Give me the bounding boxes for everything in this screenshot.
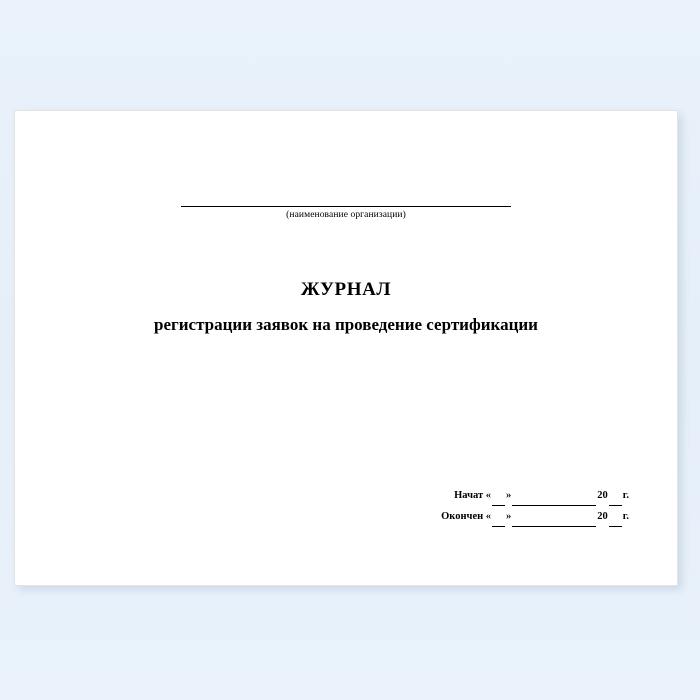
started-day-line [492, 495, 505, 506]
started-month-line [512, 495, 596, 506]
started-year-line [609, 495, 622, 506]
started-year: 20 [597, 490, 608, 501]
started-date-row [441, 485, 629, 506]
dates-block [441, 485, 629, 527]
title-block [15, 279, 677, 335]
started-label: Начат « [454, 490, 492, 501]
finished-month-line [512, 516, 596, 527]
page-title: ЖУРНАЛ [300, 279, 392, 300]
started-year-suffix: г. [622, 490, 629, 501]
started-quote-close: » [506, 490, 512, 501]
finished-year: 20 [597, 511, 608, 522]
finished-label: Окончен « [441, 511, 492, 522]
finished-year-line [609, 516, 622, 527]
page-subtitle: регистрации заявок на проведение сертификации [154, 315, 538, 334]
organization-write-line [181, 205, 511, 207]
organization-caption: (наименование организации) [286, 210, 406, 220]
finished-quote-close: » [506, 511, 512, 522]
finished-date-row [441, 506, 629, 527]
finished-day-line [492, 516, 505, 527]
organization-field [15, 189, 677, 220]
finished-year-suffix: г. [622, 511, 629, 522]
document-page [14, 110, 678, 586]
